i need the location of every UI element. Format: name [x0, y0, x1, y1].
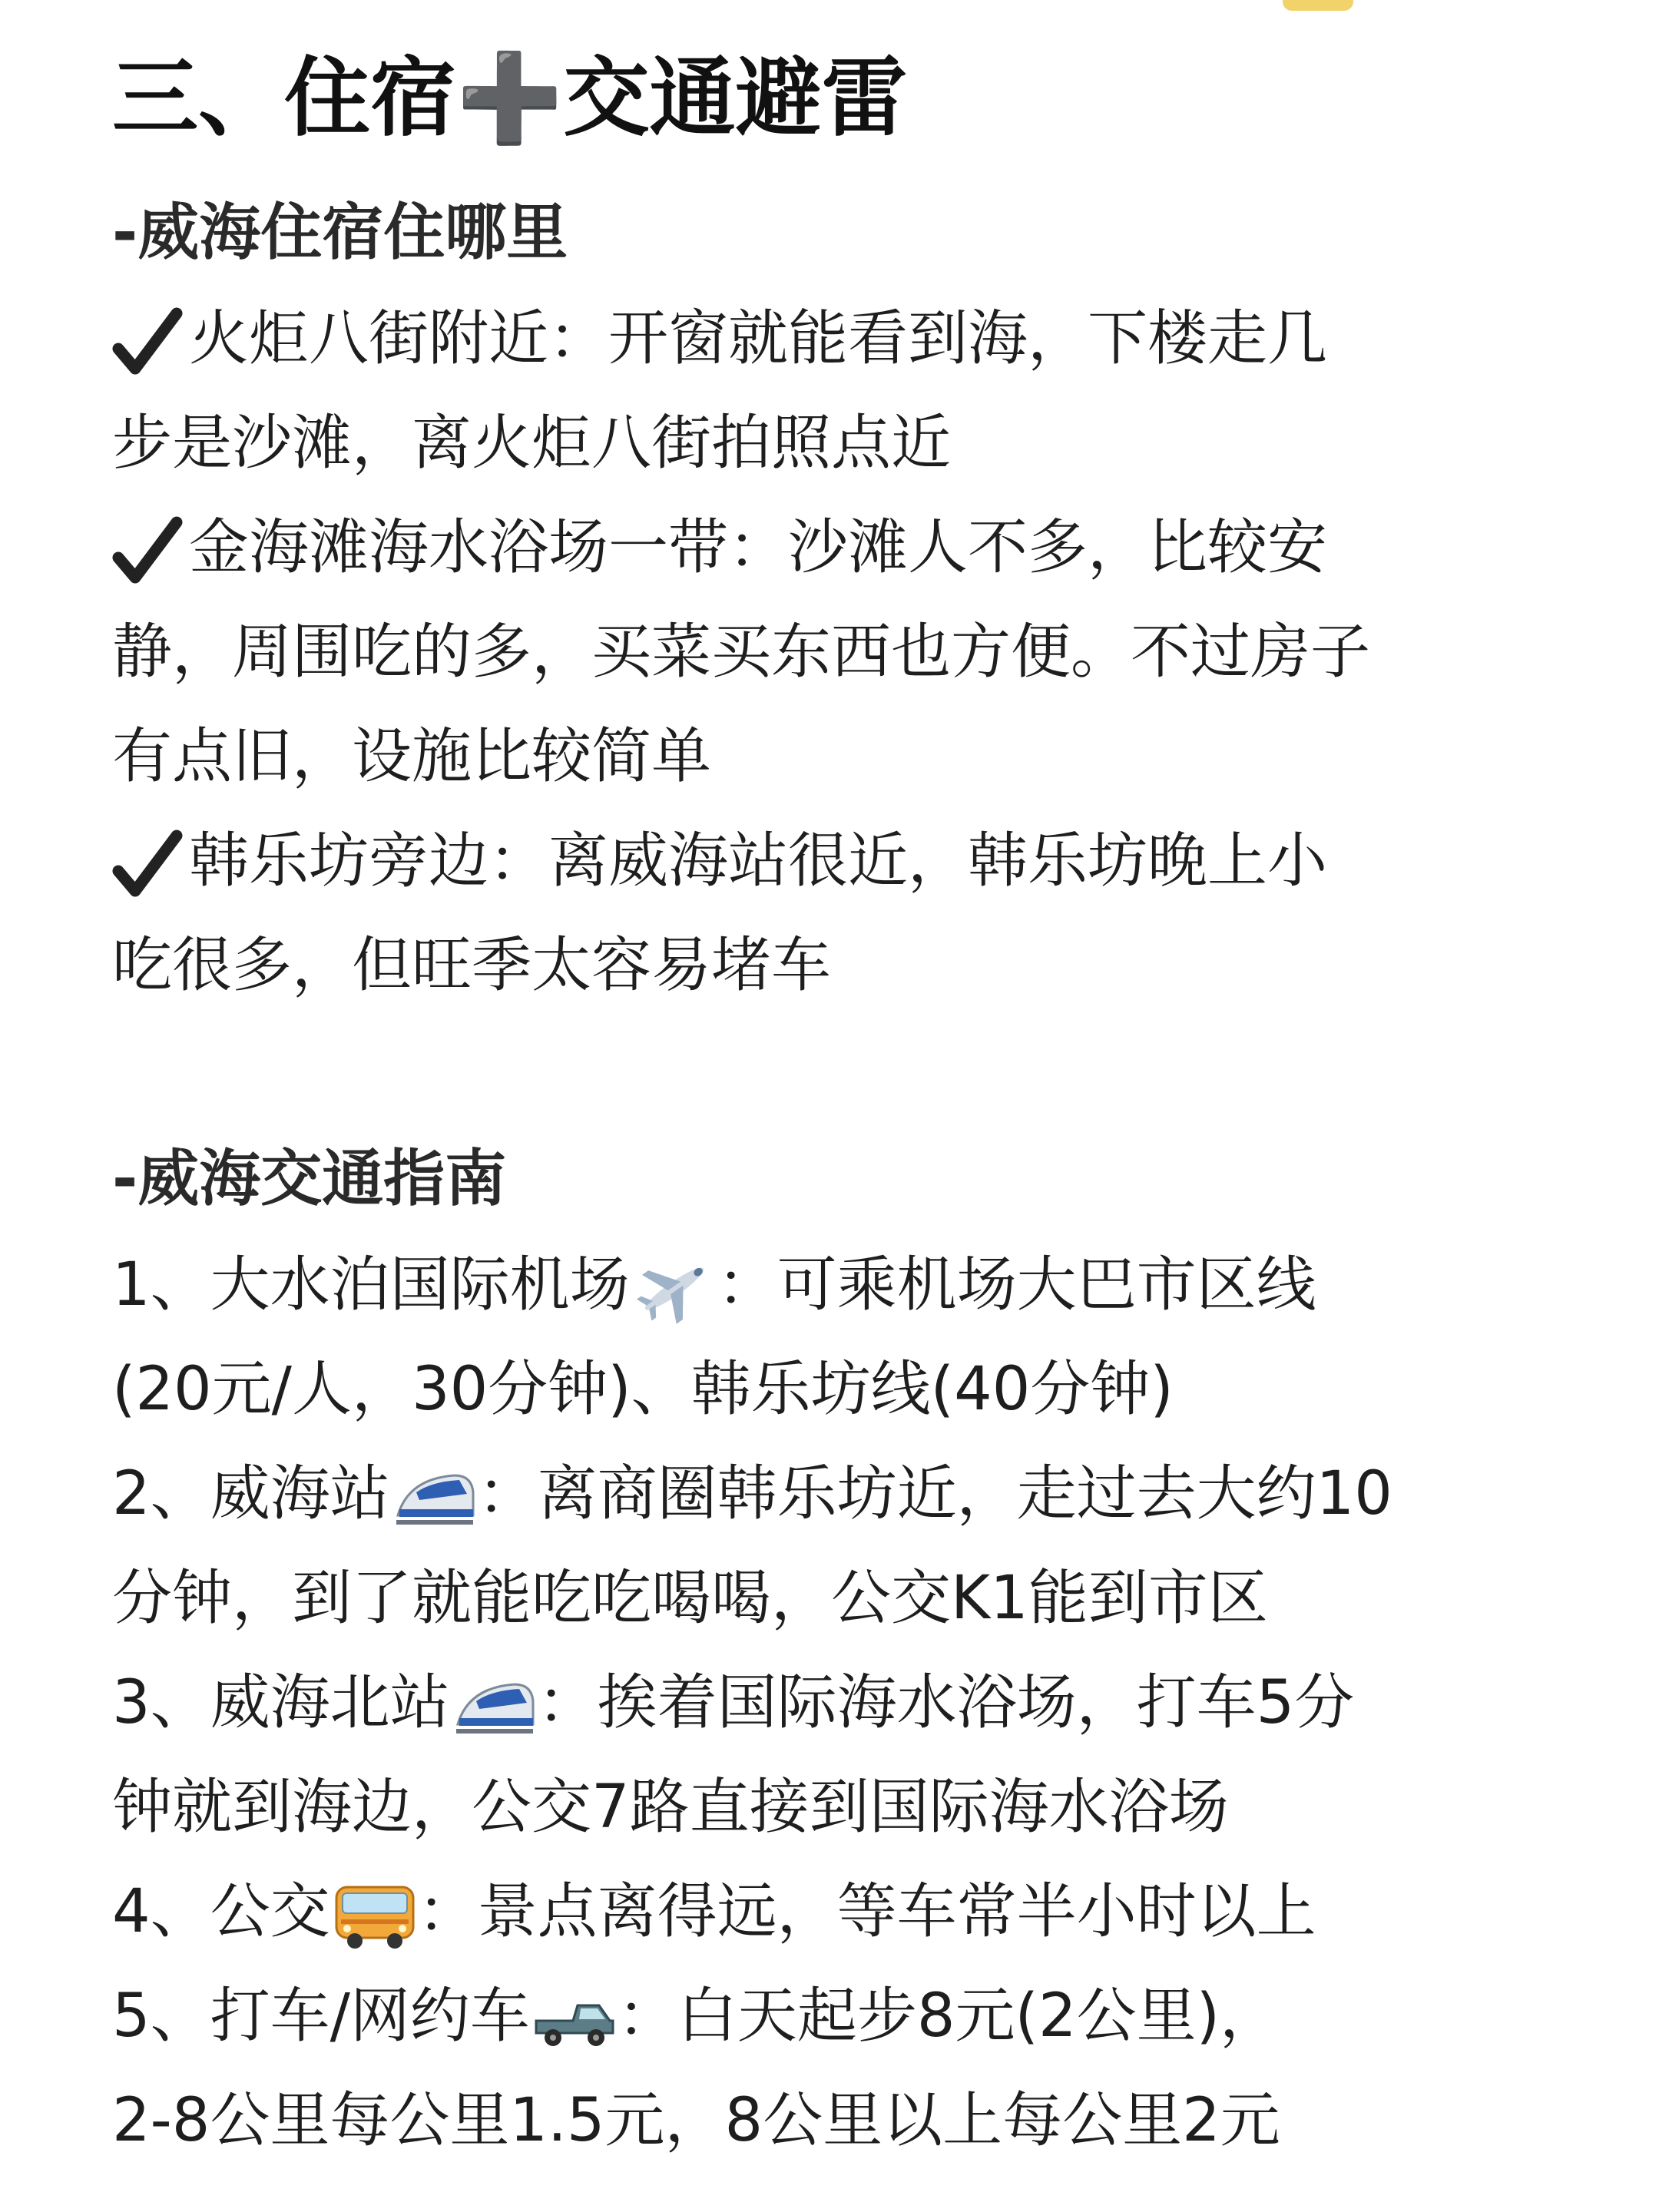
transport-item-3-prefix: 3、威海北站 [112, 1668, 450, 1737]
transport-item-2-rest: ：离商圈韩乐坊近，走过去大约10 [477, 1459, 1392, 1528]
high-speed-train-icon [393, 1462, 476, 1534]
lodging-item-2 [112, 498, 1327, 598]
transport-item-4-rest: ：景点离得远，等车常半小时以上 [417, 1877, 1316, 1946]
transport-item-3-cont: 钟就到海边，公交7路直接到国际海水浴场 [112, 1773, 1229, 1842]
bus-icon [333, 1879, 416, 1952]
transport-item-3-rest: ：挨着国际海水浴场，打车5分 [537, 1668, 1355, 1737]
check-mark-icon [112, 515, 183, 588]
lodging-heading: -威海住宿住哪里 [112, 197, 568, 268]
sticker-fragment [1283, 0, 1353, 11]
transport-item-4-prefix: 4、公交 [112, 1877, 330, 1946]
transport-item-1 [112, 1235, 1316, 1335]
transport-item-1-rest: ：可乘机场大巴市区线 [717, 1250, 1316, 1320]
high-speed-train-icon [453, 1671, 536, 1743]
transport-heading: -威海交通指南 [112, 1143, 507, 1214]
lodging-item-3 [112, 811, 1327, 911]
transport-item-2-prefix: 2、威海站 [112, 1459, 390, 1528]
lodging-item-1-line1: 火炬八街附近：开窗就能看到海，下楼走几 [189, 304, 1328, 373]
lodging-item-3-cont: 吃很多，但旺季太容易堵车 [112, 931, 832, 1000]
transport-item-5-cont: 2-8公里每公里1.5元，8公里以上每公里2元 [112, 2086, 1280, 2155]
lodging-item-1 [112, 289, 1327, 389]
lodging-item-3-line1: 韩乐坊旁边：离威海站很近，韩乐坊晚上小 [189, 826, 1328, 896]
check-mark-icon [112, 828, 183, 902]
transport-item-5 [112, 1966, 1280, 2066]
transport-item-1-cont: (20元/人，30分钟)、韩乐坊线(40分钟) [112, 1355, 1174, 1424]
page-title: 三、住宿➕交通避雷 [112, 48, 908, 148]
lodging-item-1-cont: 步是沙滩，离火炬八街拍照点近 [112, 409, 952, 478]
pickup-truck-icon [533, 1984, 616, 2056]
lodging-item-2-line1: 金海滩海水浴场一带：沙滩人不多，比较安 [189, 513, 1328, 582]
lodging-item-2-cont2: 有点旧，设施比较简单 [112, 722, 712, 791]
transport-item-2 [112, 1444, 1392, 1544]
transport-item-2-cont: 分钟，到了就能吃吃喝喝，公交K1能到市区 [112, 1564, 1268, 1633]
transport-item-5-rest: ：白天起步8元(2公里)， [617, 1982, 1280, 2051]
lodging-item-2-cont: 静，周围吃的多，买菜买东西也方便。不过房子 [112, 618, 1371, 687]
transport-item-1-prefix: 1、大水泊国际机场 [112, 1250, 630, 1320]
check-mark-icon [112, 306, 183, 379]
transport-item-3 [112, 1653, 1354, 1753]
transport-item-4 [112, 1862, 1316, 1962]
airplane-icon [633, 1253, 716, 1325]
transport-item-5-prefix: 5、打车/网约车 [112, 1982, 530, 2051]
